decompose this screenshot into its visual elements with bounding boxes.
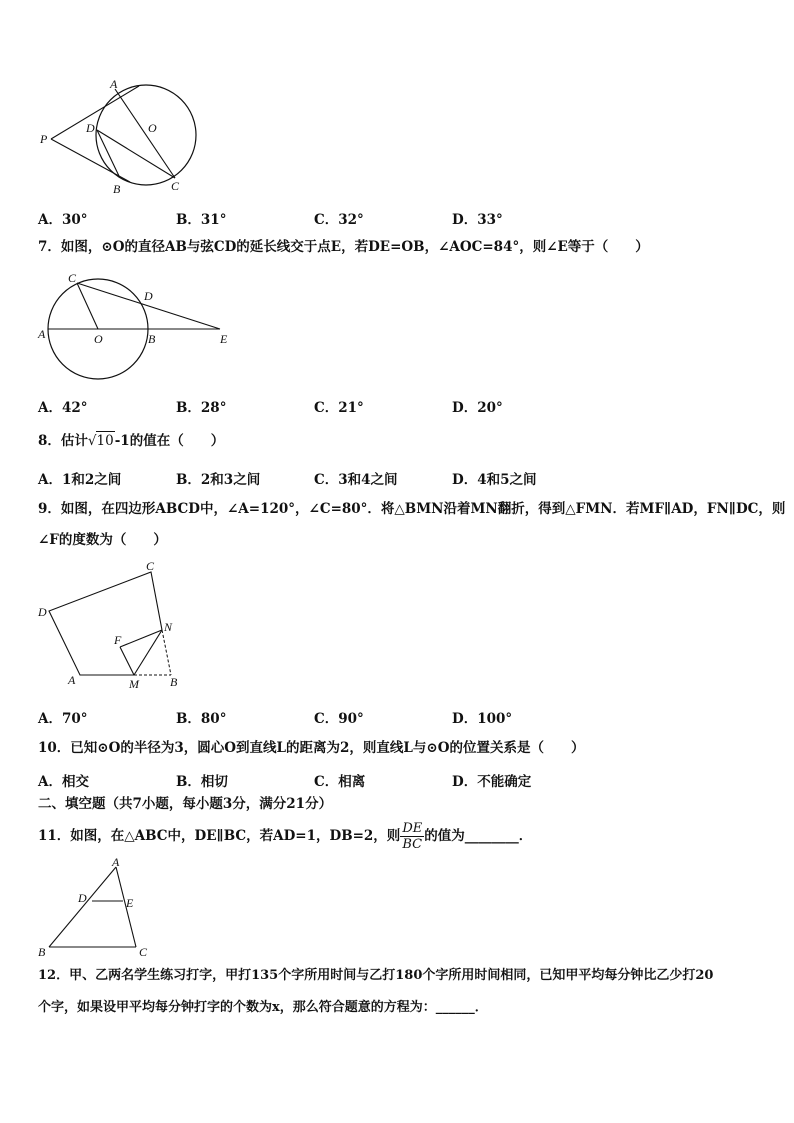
q10-option-d[interactable]: D．不能确定	[452, 774, 532, 790]
q7-label-o: O	[94, 332, 103, 346]
q9-label-f: F	[114, 633, 122, 647]
q11-label-d: D	[78, 891, 87, 905]
q6-option-b[interactable]: B．31°	[176, 212, 227, 228]
q6-figure	[30, 74, 210, 202]
q7-label-a: A	[38, 327, 46, 341]
q8-sqrt-symbol: √	[87, 433, 97, 449]
q7-label-e: E	[220, 332, 228, 346]
q8-radicand: 10	[96, 433, 114, 449]
q9-label-d: D	[38, 605, 47, 619]
q7-label-d: D	[144, 289, 153, 303]
q6-label-d: D	[86, 121, 95, 135]
q11-text-before: 11．如图，在△ABC中，DE∥BC，若AD=1，DB=2，则	[38, 828, 401, 844]
q11-label-e: E	[126, 896, 134, 910]
q9-label-m: M	[129, 677, 139, 691]
q11-frac-num: DE	[402, 821, 423, 836]
q6-label-p: P	[40, 132, 48, 146]
q11-line-ab	[49, 867, 116, 947]
q11-label-b: B	[38, 945, 46, 959]
q7-label-b: B	[148, 332, 156, 346]
q6-option-d[interactable]: D．33°	[452, 212, 503, 228]
q9-figure	[30, 558, 190, 694]
q8-question	[38, 431, 224, 450]
section2-title: 二、填空题（共7小题，每小题3分，满分21分）	[38, 796, 333, 812]
q11-question	[38, 819, 532, 853]
q10-option-b[interactable]: B．相切	[176, 774, 228, 790]
q6-label-a: A	[110, 77, 118, 91]
q8-option-c[interactable]: C．3和4之间	[314, 472, 398, 488]
q12-question-line2: 个字，如果设甲平均每分钟打字的个数为x，那么符合题意的方程为：______．	[38, 1000, 488, 1015]
q7-option-a[interactable]: A．42°	[38, 400, 88, 416]
q6-label-o: O	[148, 121, 157, 135]
q11-text-after: 的值为________．	[424, 828, 533, 844]
q9-line-fm	[120, 647, 134, 675]
q9-label-n: N	[164, 620, 173, 634]
q11-label-c: C	[139, 945, 148, 959]
q6-label-c: C	[171, 179, 180, 193]
q10-option-c[interactable]: C．相离	[314, 774, 366, 790]
q7-figure	[30, 266, 240, 382]
q8-option-d[interactable]: D．4和5之间	[452, 472, 537, 488]
q7-option-d[interactable]: D．20°	[452, 400, 503, 416]
q7-label-c: C	[68, 271, 77, 285]
q9-line-fn	[120, 630, 162, 647]
q11-figure	[32, 856, 158, 960]
q9-option-c[interactable]: C．90°	[314, 711, 364, 727]
q9-option-d[interactable]: D．100°	[452, 711, 513, 727]
q9-option-b[interactable]: B．80°	[176, 711, 227, 727]
q8-text-after: -1的值在（ ）	[114, 433, 225, 449]
q8-text-before: 8．估计	[38, 433, 88, 449]
q7-option-c[interactable]: C．21°	[314, 400, 364, 416]
q7-option-b[interactable]: B．28°	[176, 400, 227, 416]
q9-line-nb-dashed	[162, 630, 171, 675]
q9-line-mn	[134, 630, 162, 675]
q6-option-a[interactable]: A．30°	[38, 212, 88, 228]
q8-option-b[interactable]: B．2和3之间	[176, 472, 261, 488]
q12-question-line1: 12．甲、乙两名学生练习打字，甲打135个字所用时间与乙打180个字所用时间相同，已知甲平均每分钟比乙少打20	[38, 968, 714, 983]
q7-question: 7．如图，⊙O的直径AB与弦CD的延长线交于点E，若DE=OB，∠AOC=84°，则∠E等于（ ）	[38, 239, 649, 255]
q10-question: 10．已知⊙O的半径为3，圆心O到直线L的距离为2，则直线L与⊙O的位置关系是（ ）	[38, 740, 585, 756]
q9-label-a: A	[68, 673, 76, 687]
q9-quad-outline	[49, 572, 162, 675]
q6-line-ac	[115, 89, 175, 178]
q11-label-a: A	[112, 856, 120, 869]
q9-option-a[interactable]: A．70°	[38, 711, 88, 727]
q10-option-a[interactable]: A．相交	[38, 774, 89, 790]
q6-label-b: B	[113, 182, 121, 196]
q9-label-b: B	[170, 675, 178, 689]
q11-fraction	[400, 821, 424, 852]
q6-line-pb	[51, 139, 130, 182]
q8-option-a[interactable]: A．1和2之间	[38, 472, 122, 488]
q9-question-line1: 9．如图，在四边形ABCD中，∠A=120°，∠C=80°．将△BMN沿着MN翻折，得到△FMN．若MF∥AD，FN∥DC，则	[38, 501, 786, 517]
q9-label-c: C	[146, 559, 155, 573]
q6-option-c[interactable]: C．32°	[314, 212, 364, 228]
q6-line-pa	[51, 86, 139, 139]
q11-frac-den: BC	[402, 837, 423, 852]
q7-line-oc	[77, 283, 98, 329]
q9-question-line2: ∠F的度数为（ ）	[38, 532, 167, 548]
